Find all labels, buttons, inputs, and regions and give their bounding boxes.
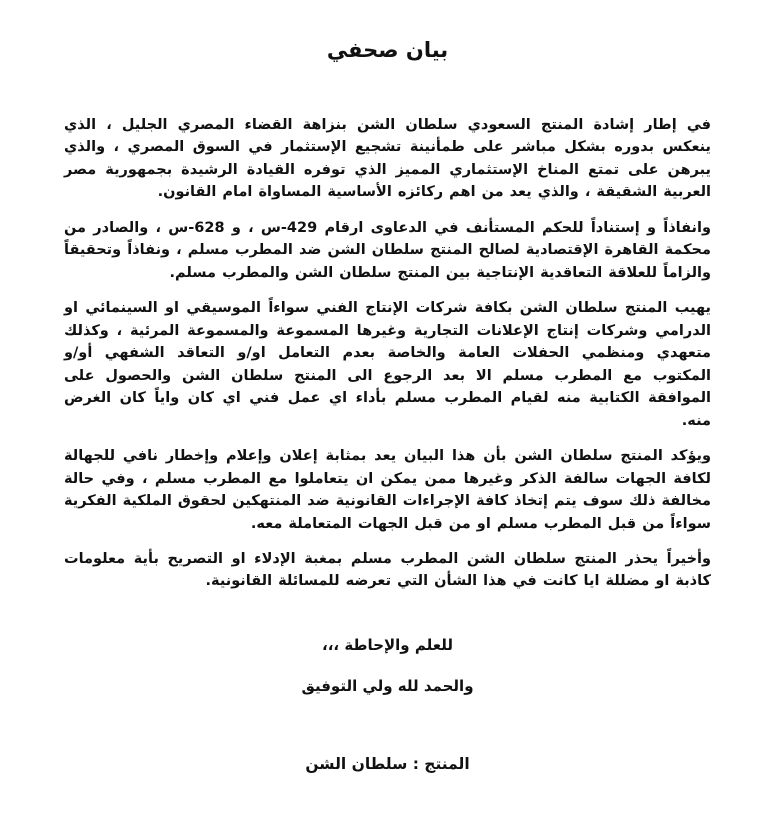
signature-line: المنتج : سلطان الشن <box>305 754 470 773</box>
closing-line-1: للعلم والإحاطة ،،، <box>322 635 453 654</box>
paragraph-5: وأخيراً يحذر المنتج سلطان الشن المطرب مسلم بمغبة الإدلاء او التصريح بأية معلومات كاذبة او مضللة ايا كانت في هذا الشأن التي تعرضه للمسائلة القانونية. <box>64 550 711 590</box>
document-title: بيان صحفي <box>326 38 449 62</box>
paragraph-4: ويؤكد المنتج سلطان الشن بأن هذا البيان يعد بمثابة إعلان وإعلام وإخطار نافي للجهالة لكافة الجهات سالفة الذكر وغيرها ممن يمكن ان يتعاملوا مع المطرب مسلم ، وفي حالة مخالفة ذلك سوف يتم إتخاذ كافة الإجراءات القانونية ضد المنتهكين لحقوق الملكية الفكرية سواءاً من قبل المطرب مسلم او من قبل الجهات المتعاملة معه. <box>64 448 711 532</box>
paragraph-2: وانفاذاً و إستناداً للحكم المستأنف في الدعاوى ارقام 429-س ، و 628-س ، والصادر من محكمة القاهرة الإقتصادية لصالح المنتج سلطان الشن ضد المطرب مسلم ، ونفاذاً وتحقيقاً والزاماً للعلاقة التعاقدية الإنتاجية بين المنتج سلطان الشن والمطرب مسلم. <box>64 219 711 281</box>
closing-line-2: والحمد لله ولي التوفيق <box>301 676 474 695</box>
closing-block <box>64 635 711 697</box>
document-body <box>64 114 711 593</box>
paragraph-1: في إطار إشادة المنتج السعودي سلطان الشن بنزاهة القضاء المصري الجليل ، الذي ينعكس بدوره بشكل مباشر على طمأنينة تشجيع الإستثمار في السوق المصري ، والذي يبرهن على تمتع المناخ الإستثماري المميز الذي توفره القيادة الرشيدة بجمهورية مصر العربية الشقيقة ، والذي يعد من اهم ركائزه الأساسية المساواة امام القانون. <box>64 117 711 201</box>
paragraph-3: يهيب المنتج سلطان الشن بكافة شركات الإنتاج الفني سواءاً الموسيقي او السينمائي او الدرامي وشركات إنتاج الإعلانات التجارية وغيرها المسموعة والمسموعة المرئية ، وكذلك متعهدي ومنظمي الحفلات العامة والخاصة بعدم التعامل او/و التعاقد الشفهي أو/و المكتوب مع المطرب مسلم الا بعد الرجوع الى المنتج سلطان الشن والحصول على الموافقة الكتابية منه لقيام المطرب مسلم بأداء اي عمل فني اي كان واياً كان الغرض منه. <box>64 300 711 429</box>
